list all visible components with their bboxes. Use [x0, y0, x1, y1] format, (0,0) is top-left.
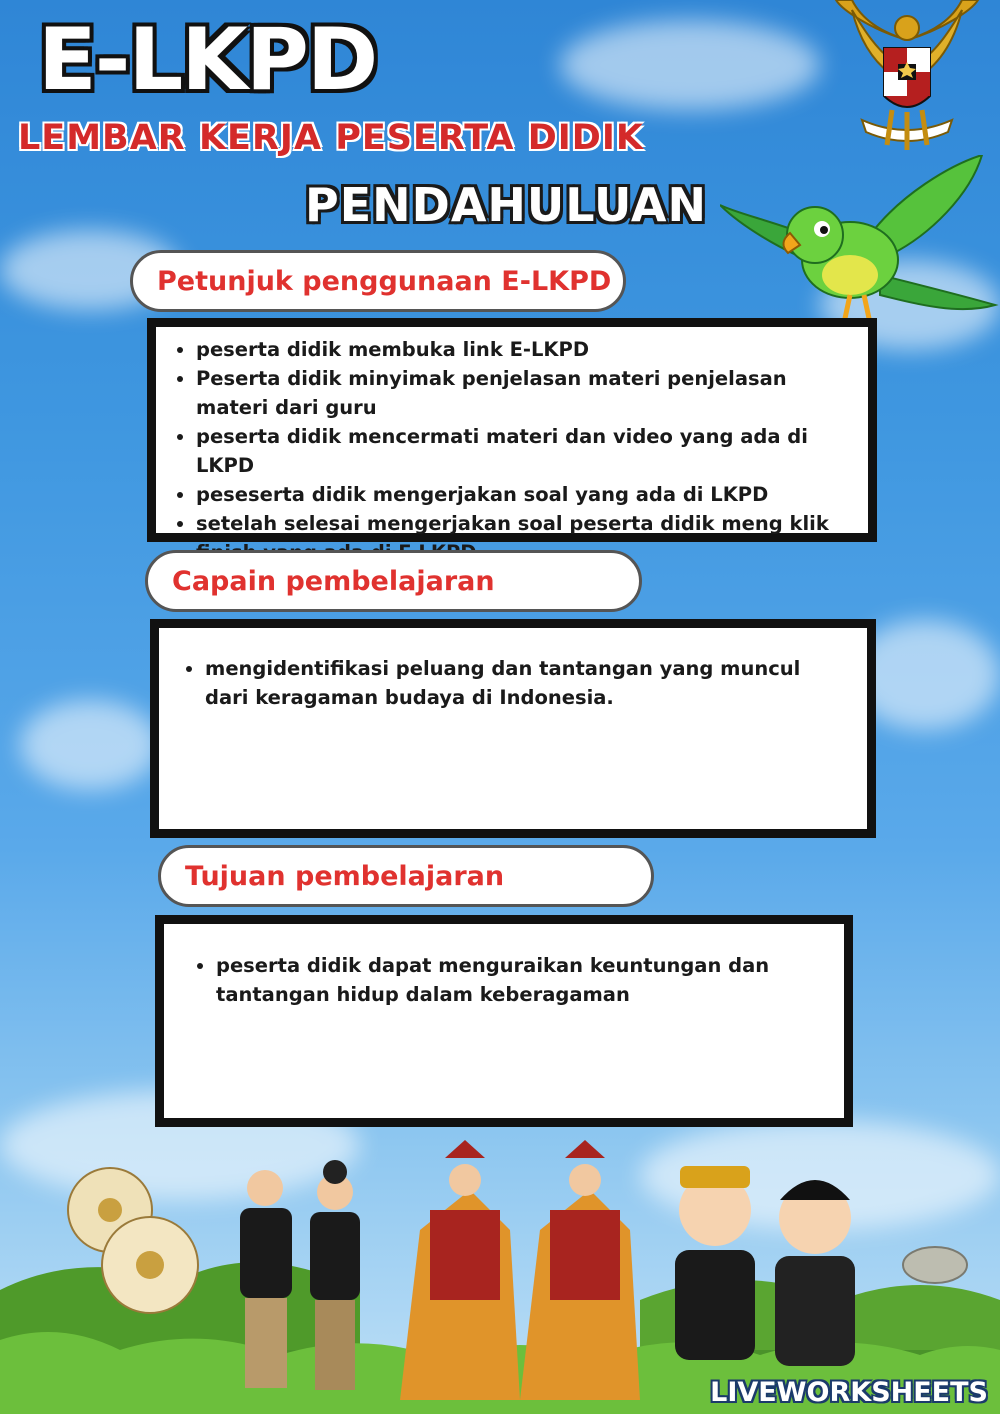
- section-title: PENDAHULUAN: [305, 178, 707, 232]
- list-item: • setelah selesai mengerjakan soal peserta didik meng klik: [196, 509, 858, 567]
- page-title: E-LKPD: [38, 10, 377, 110]
- instructions-list: [162, 335, 858, 567]
- garuda-emblem-icon: [832, 0, 982, 158]
- learning-outcome-heading-pill: [145, 550, 642, 612]
- list-item: • peserta didik membuka link E-LKPD: [196, 335, 858, 364]
- list-item: • peserta didik dapat menguraikan keuntungan dan tantangan hidup dalam keberagaman: [216, 951, 824, 1009]
- learning-objective-heading-pill: [158, 845, 654, 907]
- cloud: [560, 20, 820, 110]
- learning-objective-list: [182, 951, 824, 1009]
- list-item: • peserta didik mencermati materi dan video yang ada di LKPD: [196, 422, 858, 480]
- traditional-dancers-illustration: [0, 1100, 1000, 1414]
- instructions-box: [147, 318, 877, 542]
- learning-objective-heading: Tujuan pembelajaran: [185, 860, 505, 892]
- learning-objective-box: [155, 915, 853, 1127]
- list-item: • Peserta didik minyimak penjelasan materi penjelasan materi dari guru: [196, 364, 858, 422]
- cloud: [20, 700, 160, 790]
- list-item: • peseserta didik mengerjakan soal yang ada di LKPD: [196, 480, 858, 509]
- liveworksheets-watermark: LIVEWORKSHEETS: [710, 1377, 988, 1408]
- instructions-heading: Petunjuk penggunaan E-LKPD: [157, 265, 612, 297]
- page-subtitle: LEMBAR KERJA PESERTA DIDIK: [18, 118, 644, 158]
- learning-outcome-heading: Capain pembelajaran: [172, 565, 495, 597]
- learning-outcome-list: [171, 654, 847, 712]
- learning-outcome-box: [150, 619, 876, 838]
- list-item: • mengidentifikasi peluang dan tantangan yang muncul dari keragaman budaya di Indonesia.: [205, 654, 847, 712]
- green-parrot-icon: [720, 155, 1000, 330]
- instructions-heading-pill: [130, 250, 626, 312]
